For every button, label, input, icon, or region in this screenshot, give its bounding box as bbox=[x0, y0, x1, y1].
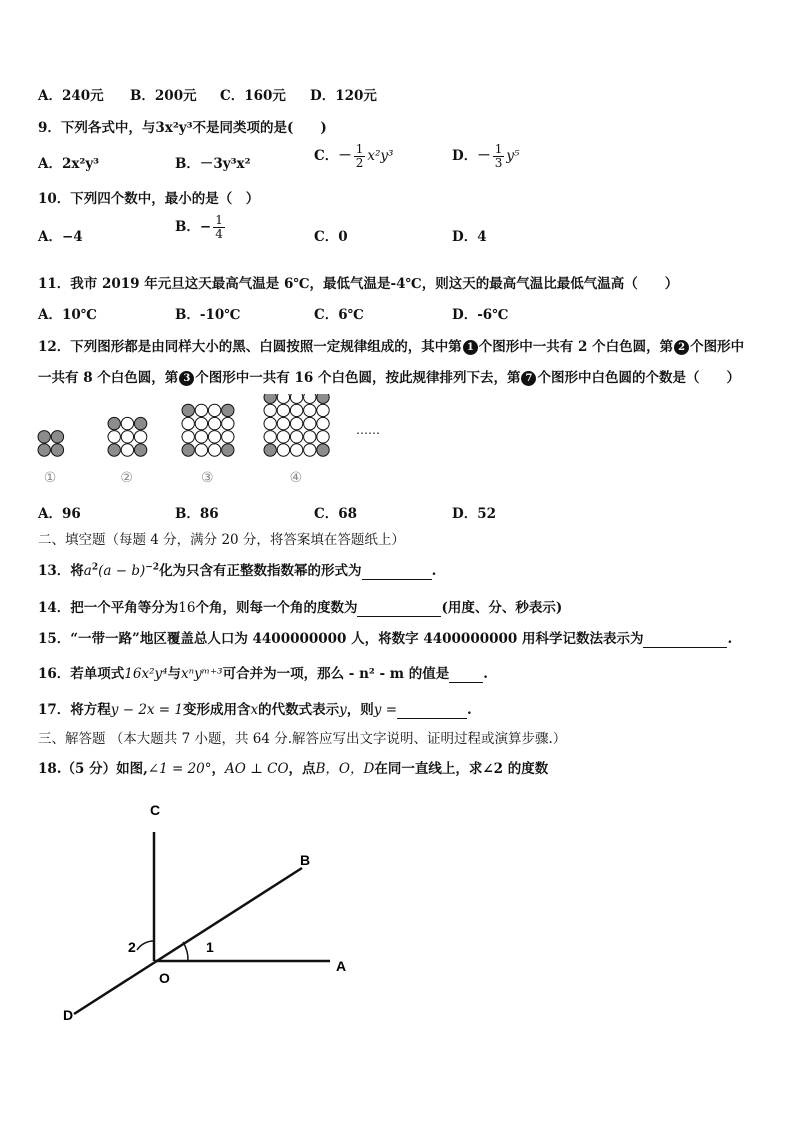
black-circle bbox=[317, 444, 329, 456]
q16-prefix: 16．若单项式 bbox=[38, 666, 125, 682]
q15-end: . bbox=[727, 631, 733, 647]
q13-prefix: 13．将 bbox=[38, 563, 84, 579]
q12-option-a: A．96 bbox=[38, 506, 81, 522]
q9-option-d-prefix: D．－ bbox=[452, 148, 491, 164]
white-circle bbox=[134, 431, 146, 443]
white-circle bbox=[304, 404, 316, 416]
q8-option-c: C．160元 bbox=[220, 88, 286, 104]
white-circle bbox=[208, 404, 220, 416]
section-3-heading: 三、解答题 （本大题共 7 小题，共 64 分.解答应写出文字说明、证明过程或演算步骤.） bbox=[38, 731, 567, 747]
q9-option-c bbox=[314, 143, 393, 170]
white-circle bbox=[264, 431, 276, 443]
q18-suffix: 在同一直线上，求∠2 的度数 bbox=[374, 761, 549, 777]
q10-option-b-fraction bbox=[213, 214, 225, 241]
white-circle bbox=[304, 444, 316, 456]
label-b: B bbox=[300, 852, 311, 868]
q11-stem: 11．我市 2019 年元旦这天最高气温是 6℃，最低气温是-4℃，则这天的最高气温比最低气温高（ ） bbox=[38, 276, 679, 292]
q16 bbox=[38, 662, 488, 683]
q12-option-d: D．52 bbox=[452, 506, 496, 522]
white-circle bbox=[277, 444, 289, 456]
q17-mid-3: ，则 bbox=[346, 702, 374, 718]
circled-number: 1 bbox=[463, 340, 478, 355]
q13 bbox=[38, 559, 436, 580]
q14 bbox=[38, 596, 562, 617]
q18-mid: ，点 bbox=[288, 761, 316, 777]
q9-option-d-suffix: y⁵ bbox=[506, 148, 520, 164]
q17-end: . bbox=[467, 702, 472, 718]
white-circle bbox=[277, 404, 289, 416]
q18-prefix: 18.（5 分）如图, bbox=[38, 761, 148, 777]
q9-option-c-suffix: x²y³ bbox=[367, 148, 394, 164]
fraction-denominator: 3 bbox=[494, 156, 503, 170]
q17-equation-2: y = bbox=[373, 702, 398, 718]
label-d: D bbox=[63, 1007, 74, 1023]
white-circle bbox=[304, 431, 316, 443]
black-circle bbox=[38, 444, 50, 456]
white-circle bbox=[317, 404, 329, 416]
q12-option-b: B．86 bbox=[175, 506, 219, 522]
q9-option-c-fraction bbox=[354, 143, 366, 170]
q9-stem-prefix: 9．下列各式中，与 bbox=[38, 120, 156, 136]
q11-option-b: B．-10℃ bbox=[175, 307, 241, 323]
answer-blank[interactable] bbox=[397, 702, 467, 719]
q12-pattern-figure bbox=[36, 394, 396, 490]
answer-blank[interactable] bbox=[362, 563, 432, 580]
q16-expr-1: 16x²y⁴ bbox=[124, 666, 168, 682]
q12-text: 一共有 8 个白色圆，第 bbox=[38, 370, 179, 386]
black-circle bbox=[134, 444, 146, 456]
white-circle bbox=[208, 431, 220, 443]
q15 bbox=[38, 627, 732, 648]
white-circle bbox=[182, 431, 194, 443]
answer-blank[interactable] bbox=[643, 631, 727, 648]
fraction-denominator: 4 bbox=[215, 227, 223, 241]
q16-end: . bbox=[483, 666, 488, 682]
q12-text: 个图形中白色圆的个数是（ ） bbox=[537, 370, 740, 386]
figure-label: ④ bbox=[289, 470, 303, 486]
white-circle bbox=[182, 417, 194, 429]
black-circle bbox=[108, 444, 120, 456]
figure-label: ② bbox=[120, 470, 133, 486]
black-circle bbox=[264, 394, 276, 403]
q9-stem bbox=[38, 116, 327, 136]
q10-stem: 10．下列四个数中，最小的是（ ） bbox=[38, 191, 260, 207]
circled-number: 2 bbox=[674, 340, 689, 355]
white-circle bbox=[317, 431, 329, 443]
white-circle bbox=[208, 444, 220, 456]
q10-option-d: D．4 bbox=[452, 229, 487, 245]
ellipsis: …… bbox=[356, 423, 380, 437]
q11-option-d: D．-6℃ bbox=[452, 307, 509, 323]
label-o: O bbox=[159, 970, 170, 986]
q11-option-c: C．6℃ bbox=[314, 307, 364, 323]
section-2-heading: 二、填空题（每题 4 分，满分 20 分，将答案填在答题纸上） bbox=[38, 532, 405, 548]
q9-option-a: A．2x²y³ bbox=[38, 156, 100, 172]
label-angle-1: 1 bbox=[206, 939, 214, 955]
fraction-numerator: 1 bbox=[494, 142, 503, 156]
black-circle bbox=[222, 444, 234, 456]
q13-end: . bbox=[431, 563, 437, 579]
black-circle bbox=[134, 417, 146, 429]
q17-var-x: x bbox=[250, 702, 259, 718]
q14-number: 16 bbox=[178, 600, 196, 616]
circled-number: 3 bbox=[179, 371, 194, 386]
black-circle bbox=[182, 404, 194, 416]
black-circle bbox=[182, 444, 194, 456]
line-bd bbox=[74, 868, 302, 1014]
white-circle bbox=[277, 417, 289, 429]
white-circle bbox=[290, 431, 302, 443]
q9-stem-expr: 3x²y³ bbox=[155, 120, 193, 136]
q9-option-b: B．－3y³x² bbox=[175, 156, 251, 172]
white-circle bbox=[290, 444, 302, 456]
q9-option-d-fraction bbox=[493, 143, 505, 170]
white-circle bbox=[195, 417, 207, 429]
white-circle bbox=[121, 417, 133, 429]
q8-option-a: A．240元 bbox=[38, 88, 104, 104]
q8-option-b: B．200元 bbox=[130, 88, 197, 104]
q9-stem-suffix: 不是同类项的是( ) bbox=[192, 120, 327, 136]
white-circle bbox=[195, 444, 207, 456]
q13-suffix: 化为只含有正整数指数幂的形式为 bbox=[159, 563, 362, 579]
q14-suffix: (用度、分、秒表示) bbox=[441, 600, 563, 616]
figure-label: ③ bbox=[201, 470, 214, 486]
answer-blank[interactable] bbox=[357, 600, 441, 617]
black-circle bbox=[317, 394, 329, 403]
q13-exponent-a: 2 bbox=[91, 562, 99, 573]
q16-mid-2: 可合并为一项，那么 - n² - m 的值是 bbox=[222, 666, 450, 682]
q8-option-d: D．120元 bbox=[310, 88, 377, 104]
q12-text: 个图形中一共有 2 个白色圆，第 bbox=[478, 339, 674, 355]
white-circle bbox=[290, 394, 302, 403]
q9-option-d bbox=[452, 143, 519, 170]
circled-number: 7 bbox=[521, 371, 536, 386]
q18-points: B，O，D bbox=[315, 761, 375, 777]
white-circle bbox=[222, 417, 234, 429]
q18 bbox=[38, 757, 548, 777]
q10-option-c: C．0 bbox=[314, 229, 348, 245]
q11-option-a: A．10℃ bbox=[38, 307, 97, 323]
white-circle bbox=[108, 431, 120, 443]
white-circle bbox=[290, 417, 302, 429]
q13-expr-b: (a − b) bbox=[98, 563, 146, 579]
q10-option-b-prefix: B．− bbox=[175, 219, 212, 235]
q13-exponent-b: −2 bbox=[145, 562, 160, 573]
q17-equation: y − 2x = 1 bbox=[110, 702, 184, 718]
q12-text: 12．下列图形都是由同样大小的黑、白圆按照一定规律组成的，其中第 bbox=[38, 339, 462, 355]
label-angle-2: 2 bbox=[128, 939, 136, 955]
q16-expr-2: xⁿyᵐ⁺³ bbox=[181, 666, 223, 682]
white-circle bbox=[277, 394, 289, 403]
black-circle bbox=[38, 431, 50, 443]
white-circle bbox=[195, 431, 207, 443]
q17 bbox=[38, 698, 472, 719]
white-circle bbox=[277, 431, 289, 443]
white-circle bbox=[290, 404, 302, 416]
q10-option-a: A．−4 bbox=[38, 229, 83, 245]
fraction-numerator: 1 bbox=[215, 213, 223, 227]
q17-prefix: 17．将方程 bbox=[38, 702, 111, 718]
white-circle bbox=[195, 404, 207, 416]
q17-mid-2: 的代数式表示 bbox=[258, 702, 340, 718]
q18-condition-2: AO ⊥ CO bbox=[225, 761, 289, 777]
q17-var-y: y bbox=[339, 702, 347, 718]
white-circle bbox=[121, 431, 133, 443]
white-circle bbox=[121, 444, 133, 456]
q9-option-c-prefix: C．－ bbox=[314, 148, 352, 164]
label-a: A bbox=[336, 958, 347, 974]
q18-condition-1: ∠1 = 20° bbox=[147, 761, 212, 777]
q17-mid: 变形成用含 bbox=[183, 702, 251, 718]
angle-2-arc bbox=[137, 941, 154, 950]
white-circle bbox=[304, 394, 316, 403]
q14-prefix: 14．把一个平角等分为 bbox=[38, 600, 179, 616]
black-circle bbox=[108, 417, 120, 429]
white-circle bbox=[222, 431, 234, 443]
q15-text: 15．“一带一路”地区覆盖总人口为 4400000000 人，将数字 4400000000 用科学记数法表示为 bbox=[38, 631, 644, 647]
white-circle bbox=[208, 417, 220, 429]
q12-stem-line1 bbox=[38, 335, 744, 355]
fraction-denominator: 2 bbox=[355, 156, 364, 170]
black-circle bbox=[222, 404, 234, 416]
q14-mid: 个角，则每一个角的度数为 bbox=[195, 600, 358, 616]
angle-1-arc bbox=[183, 942, 188, 961]
white-circle bbox=[317, 417, 329, 429]
q16-mid-1: 与 bbox=[167, 666, 182, 682]
black-circle bbox=[51, 431, 63, 443]
figure-label: ① bbox=[43, 470, 57, 486]
white-circle bbox=[264, 417, 276, 429]
q10-option-b bbox=[175, 214, 227, 241]
white-circle bbox=[304, 417, 316, 429]
q12-text: 个图形中 bbox=[690, 339, 745, 355]
white-circle bbox=[264, 404, 276, 416]
q12-text: 个图形中一共有 16 个白色圆，按此规律排列下去，第 bbox=[195, 370, 521, 386]
q12-stem-line2 bbox=[38, 366, 740, 386]
label-c: C bbox=[150, 802, 161, 818]
q18-angle-figure bbox=[56, 795, 366, 1035]
q12-option-c: C．68 bbox=[314, 506, 358, 522]
black-circle bbox=[264, 444, 276, 456]
q18-separator: ， bbox=[211, 761, 226, 777]
black-circle bbox=[51, 444, 63, 456]
fraction-numerator: 1 bbox=[355, 142, 364, 156]
q13-expr-a: a bbox=[83, 563, 92, 579]
answer-blank[interactable] bbox=[449, 666, 483, 683]
